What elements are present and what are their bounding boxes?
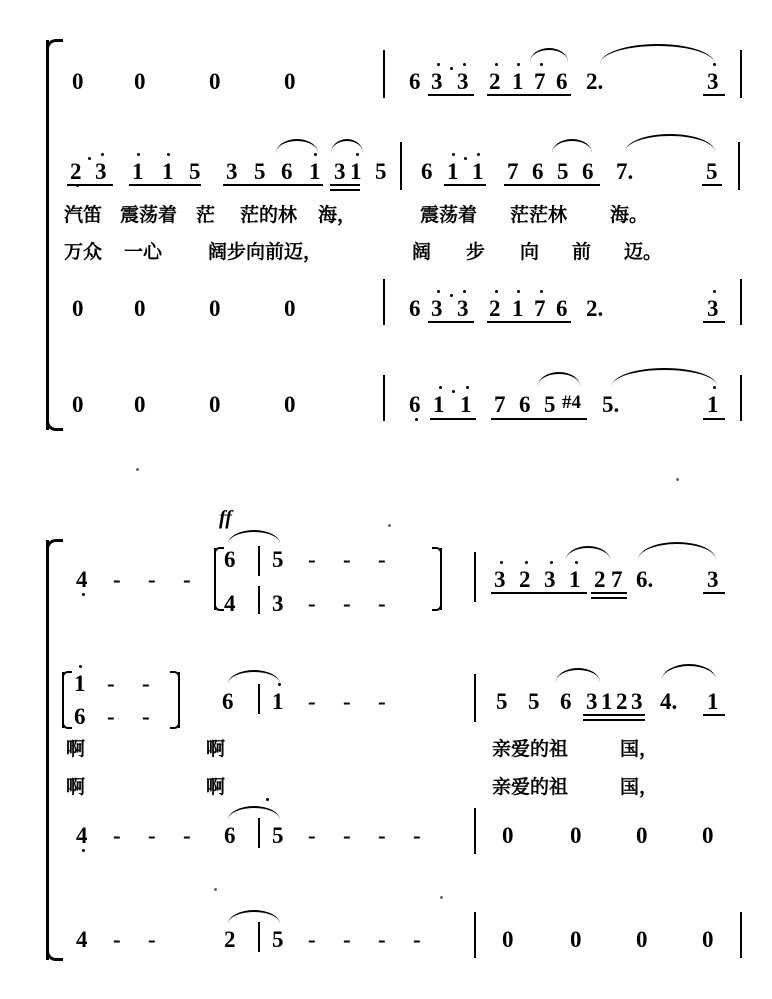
note: 5: [254, 159, 266, 184]
note: 7: [534, 69, 546, 94]
slur: [228, 910, 280, 924]
note: 1: [350, 159, 362, 184]
note: 2: [489, 69, 501, 94]
note: 6: [224, 547, 236, 572]
octave-dot-high: [167, 153, 170, 156]
lyric-syllable: 海，: [318, 205, 357, 226]
note: 6: [421, 159, 433, 184]
beam: [491, 418, 587, 420]
duration-dash: -: [308, 927, 316, 952]
note: 4: [224, 591, 236, 616]
augmentation-dot: [452, 390, 455, 393]
beam: [444, 184, 486, 186]
lyric-syllable: 茫: [196, 205, 216, 226]
duration-dash: -: [113, 927, 121, 952]
note: 3: [707, 296, 719, 321]
chord-separator: [258, 586, 260, 614]
slur: [228, 806, 280, 820]
note: 5: [189, 159, 201, 184]
note: 6: [582, 159, 594, 184]
duration-dash: -: [378, 927, 386, 952]
lyric-syllable: 震荡着: [420, 205, 478, 226]
ink-speck: [388, 524, 391, 527]
duration-dash: -: [308, 689, 316, 714]
note: 0: [284, 392, 296, 417]
octave-dot-low: [415, 418, 418, 421]
note: 6: [532, 159, 544, 184]
note: 7.: [616, 159, 634, 184]
duration-dash: -: [183, 567, 191, 592]
duration-dash: -: [378, 591, 386, 616]
beam: [591, 597, 627, 599]
duration-dash: -: [378, 823, 386, 848]
note: 1: [162, 159, 174, 184]
note: 1: [569, 567, 581, 592]
note: 2: [616, 689, 628, 714]
duration-dash: -: [148, 823, 156, 848]
duration-dash: -: [107, 704, 115, 729]
duration-dash: -: [308, 591, 316, 616]
slur: [228, 530, 280, 544]
lyric-syllable: 汽笛: [64, 205, 103, 226]
beam: [703, 714, 725, 716]
beam: [703, 418, 725, 420]
barline: [474, 674, 476, 722]
duration-dash: -: [343, 823, 351, 848]
augmentation-dot: [450, 294, 453, 297]
barline: [474, 552, 476, 602]
octave-dot-high: [713, 386, 716, 389]
duration-dash: -: [113, 823, 121, 848]
note: 3: [431, 69, 443, 94]
note: 0: [72, 69, 84, 94]
octave-dot-high: [495, 290, 498, 293]
barline: [474, 808, 476, 854]
note: 2: [224, 927, 236, 952]
note: 1: [74, 671, 86, 696]
chord-bracket-right: [178, 672, 180, 728]
note: 1: [460, 392, 472, 417]
beam: [330, 184, 360, 186]
beam: [703, 94, 725, 96]
lyric-syllable: 阔步向前迈，: [208, 242, 323, 263]
barline: [740, 50, 742, 98]
chord-separator: [258, 684, 260, 714]
chord-separator: [258, 922, 260, 952]
duration-dash: -: [378, 547, 386, 572]
augmentation-dot: [266, 798, 269, 801]
chord-bracket-right: [440, 548, 442, 610]
octave-dot-high: [101, 153, 104, 156]
slur: [612, 368, 717, 386]
note: 2.: [586, 69, 604, 94]
octave-dot-high: [713, 290, 716, 293]
note: 0: [209, 69, 221, 94]
beam: [491, 592, 587, 594]
chord-bracket-left: [62, 672, 64, 728]
octave-dot-high: [477, 153, 480, 156]
slur: [662, 664, 716, 680]
note: 1: [309, 159, 321, 184]
octave-dot-high: [517, 290, 520, 293]
octave-dot-high: [525, 561, 528, 564]
note: 0: [72, 296, 84, 321]
barline: [474, 912, 476, 958]
barline: [383, 279, 385, 325]
ink-speck: [440, 896, 443, 899]
octave-dot-high: [575, 561, 578, 564]
barline: [740, 375, 742, 421]
note: 3: [457, 69, 469, 94]
note: 0: [134, 392, 146, 417]
note: 2.: [586, 296, 604, 321]
note: 6: [560, 689, 572, 714]
dynamic-marking-ff: ff: [219, 507, 232, 529]
octave-dot-high: [540, 290, 543, 293]
slur: [530, 48, 568, 62]
octave-dot-high: [550, 561, 553, 564]
note: 0: [284, 69, 296, 94]
beam: [223, 184, 323, 186]
augmentation-dot: [464, 157, 467, 160]
duration-dash: -: [413, 927, 421, 952]
slur: [552, 139, 592, 153]
note: 0: [636, 823, 648, 848]
lyric-syllable: 阔: [412, 242, 432, 263]
note: 4: [76, 823, 88, 848]
note: 5: [557, 159, 569, 184]
barline: [740, 912, 742, 958]
note: 2: [489, 296, 501, 321]
duration-dash: -: [378, 689, 386, 714]
octave-dot-high: [463, 290, 466, 293]
ink-speck: [136, 468, 139, 471]
octave-dot-high: [452, 153, 455, 156]
duration-dash: -: [343, 689, 351, 714]
note: 1: [132, 159, 144, 184]
note: 0: [702, 927, 714, 952]
note: 3: [586, 689, 598, 714]
slur: [600, 44, 715, 64]
beam: [428, 321, 474, 323]
note: 2: [594, 567, 606, 592]
note: 5: [544, 392, 556, 417]
note: 0: [702, 823, 714, 848]
note: 4: [76, 567, 88, 592]
ink-speck: [214, 888, 217, 891]
note: 0: [284, 296, 296, 321]
note: 6: [409, 69, 421, 94]
duration-dash: -: [148, 927, 156, 952]
duration-dash: -: [343, 547, 351, 572]
lyric-syllable: 迈。: [624, 242, 663, 263]
duration-dash: -: [142, 671, 150, 696]
note: 0: [72, 392, 84, 417]
note: 7: [611, 567, 623, 592]
note: 0: [209, 296, 221, 321]
beam: [504, 184, 600, 186]
barline: [383, 50, 385, 98]
duration-dash: -: [343, 591, 351, 616]
lyric-syllable: 步: [466, 242, 486, 263]
note: 5: [375, 159, 387, 184]
beam: [430, 418, 476, 420]
barline: [383, 375, 385, 421]
octave-dot-high: [356, 153, 359, 156]
beam: [591, 592, 627, 594]
slur: [228, 670, 280, 684]
note: 0: [636, 927, 648, 952]
note: 1: [512, 296, 524, 321]
note: 7: [507, 159, 519, 184]
note: 1: [707, 689, 719, 714]
note: 2: [70, 159, 82, 184]
lyric-syllable: 亲爱的祖: [492, 739, 569, 760]
barline: [738, 142, 740, 190]
lyric-syllable: 国，: [620, 777, 659, 798]
note: 1: [512, 69, 524, 94]
octave-dot-high: [540, 63, 543, 66]
chord-separator: [258, 546, 260, 576]
beam: [129, 184, 201, 186]
beam: [703, 321, 725, 323]
note: 1: [472, 159, 484, 184]
duration-dash: -: [107, 671, 115, 696]
note: 4: [76, 927, 88, 952]
note: 5: [496, 689, 508, 714]
note: 6: [556, 296, 568, 321]
note: 3: [457, 296, 469, 321]
duration-dash: -: [142, 704, 150, 729]
octave-dot-high: [137, 153, 140, 156]
octave-dot-high: [437, 290, 440, 293]
note: 0: [502, 927, 514, 952]
note: 6: [409, 392, 421, 417]
slur: [638, 542, 716, 560]
note: 1: [433, 392, 445, 417]
octave-dot-high: [463, 63, 466, 66]
beam: [583, 719, 645, 721]
duration-dash: -: [413, 823, 421, 848]
beam: [428, 94, 474, 96]
note: 3: [226, 159, 238, 184]
octave-dot-high: [314, 153, 317, 156]
lyric-syllable: 啊: [66, 739, 86, 760]
system-brace-2: [46, 540, 49, 960]
slur: [331, 139, 363, 153]
lyric-syllable: 啊: [206, 777, 226, 798]
octave-dot-low: [82, 593, 85, 596]
note: 0: [134, 296, 146, 321]
slur: [566, 546, 610, 560]
octave-dot-high: [495, 63, 498, 66]
note: 6.: [636, 567, 654, 592]
beam: [703, 592, 725, 594]
beam: [330, 189, 360, 191]
note: 3: [707, 567, 719, 592]
duration-dash: -: [148, 567, 156, 592]
lyric-syllable: 震荡着: [120, 205, 178, 226]
slur: [625, 134, 715, 152]
note: 7: [494, 392, 506, 417]
note: 6: [224, 823, 236, 848]
augmentation-dot: [88, 157, 91, 160]
lyric-syllable: 海。: [610, 205, 649, 226]
duration-dash: -: [113, 567, 121, 592]
note: 5: [272, 927, 284, 952]
duration-dash: -: [308, 823, 316, 848]
octave-dot-high: [517, 63, 520, 66]
duration-dash: -: [343, 927, 351, 952]
lyric-syllable: 国，: [620, 739, 659, 760]
augmentation-dot: [450, 67, 453, 70]
system-brace-1: [46, 40, 49, 430]
barline: [740, 279, 742, 325]
duration-dash: -: [308, 547, 316, 572]
note: 0: [502, 823, 514, 848]
note: 3: [334, 159, 346, 184]
note: 5: [706, 159, 718, 184]
note: 3: [631, 689, 643, 714]
lyric-syllable: 万众: [64, 242, 103, 263]
note: 4.: [660, 689, 678, 714]
note: 6: [409, 296, 421, 321]
octave-dot-high: [79, 665, 82, 668]
note: 0: [570, 927, 582, 952]
beam: [67, 184, 113, 186]
lyric-syllable: 啊: [206, 739, 226, 760]
beam: [487, 321, 571, 323]
note: 0: [570, 823, 582, 848]
note: 3: [494, 567, 506, 592]
slur: [556, 668, 600, 682]
beam: [702, 184, 722, 186]
note: 5: [272, 547, 284, 572]
note: 6: [519, 392, 531, 417]
note: 5: [528, 689, 540, 714]
note: 6: [74, 704, 86, 729]
slur: [276, 139, 318, 153]
note: 6: [556, 69, 568, 94]
duration-dash: -: [183, 823, 191, 848]
lyric-syllable: 茫茫林: [510, 205, 568, 226]
octave-dot-high: [500, 561, 503, 564]
octave-dot-high: [439, 386, 442, 389]
note: 1: [447, 159, 459, 184]
note: 3: [707, 69, 719, 94]
beam: [487, 94, 571, 96]
note: 3: [272, 591, 284, 616]
note: 5.: [602, 392, 620, 417]
barline: [400, 142, 402, 190]
accidental-sharp-note: #4: [562, 392, 581, 413]
note: 3: [95, 159, 107, 184]
beam: [583, 714, 645, 716]
note: 3: [544, 567, 556, 592]
note: 6: [281, 159, 293, 184]
note: 1: [272, 689, 284, 714]
note: 7: [534, 296, 546, 321]
lyric-syllable: 亲爱的祖: [492, 777, 569, 798]
note: 2: [519, 567, 531, 592]
note: 3: [431, 296, 443, 321]
chord-bracket-left: [214, 548, 216, 610]
octave-dot-high: [437, 63, 440, 66]
octave-dot-high: [466, 386, 469, 389]
lyric-syllable: 一心: [124, 242, 163, 263]
chord-separator: [258, 818, 260, 848]
lyric-syllable: 茫的林: [240, 205, 298, 226]
slur: [538, 372, 580, 386]
lyric-syllable: 向: [520, 242, 540, 263]
octave-dot-low: [82, 849, 85, 852]
note: 5: [272, 823, 284, 848]
ink-speck: [676, 478, 679, 481]
note: 1: [601, 689, 613, 714]
lyric-syllable: 啊: [66, 777, 86, 798]
note: 1: [707, 392, 719, 417]
note: 0: [134, 69, 146, 94]
note: 0: [209, 392, 221, 417]
lyric-syllable: 前: [572, 242, 592, 263]
note: 6: [222, 689, 234, 714]
